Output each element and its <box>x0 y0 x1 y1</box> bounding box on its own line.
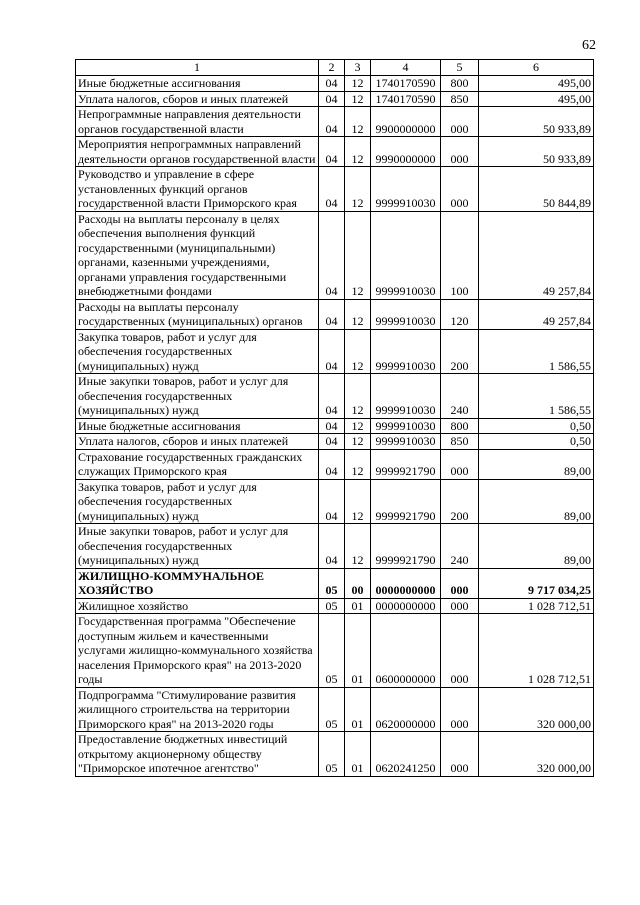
row-section: 04 <box>319 418 345 434</box>
column-header: 5 <box>441 60 479 76</box>
row-amount: 1 028 712,51 <box>479 598 594 614</box>
row-name: Мероприятия непрограммных направлений деятельности органов государственной власти <box>76 137 319 167</box>
row-expense-type: 000 <box>441 568 479 598</box>
table-row <box>76 614 594 688</box>
row-section: 04 <box>319 329 345 374</box>
row-amount: 89,00 <box>479 479 594 524</box>
row-section: 04 <box>319 76 345 92</box>
table-row <box>76 524 594 569</box>
table-row <box>76 329 594 374</box>
row-section: 04 <box>319 91 345 107</box>
row-expense-type: 200 <box>441 329 479 374</box>
row-target-code: 9999910030 <box>371 329 441 374</box>
row-subsection: 01 <box>345 598 371 614</box>
row-subsection: 12 <box>345 107 371 137</box>
row-name: Непрограммные направления деятельности органов государственной власти <box>76 107 319 137</box>
row-expense-type: 100 <box>441 211 479 299</box>
row-section: 05 <box>319 732 345 777</box>
row-subsection: 12 <box>345 299 371 329</box>
budget-table <box>75 59 594 777</box>
row-subsection: 12 <box>345 329 371 374</box>
table-row <box>76 418 594 434</box>
row-name: Уплата налогов, сборов и иных платежей <box>76 434 319 450</box>
table-row <box>76 299 594 329</box>
row-subsection: 12 <box>345 449 371 479</box>
row-expense-type: 000 <box>441 614 479 688</box>
column-number-row <box>76 60 594 76</box>
table-row <box>76 732 594 777</box>
row-section: 04 <box>319 299 345 329</box>
row-subsection: 12 <box>345 479 371 524</box>
row-section: 04 <box>319 374 345 419</box>
row-subsection: 01 <box>345 614 371 688</box>
row-target-code: 9999910030 <box>371 374 441 419</box>
row-amount: 1 028 712,51 <box>479 614 594 688</box>
row-expense-type: 000 <box>441 732 479 777</box>
row-name: ЖИЛИЩНО-КОММУНАЛЬНОЕ ХОЗЯЙСТВО <box>76 568 319 598</box>
row-target-code: 9999921790 <box>371 524 441 569</box>
row-target-code: 9900000000 <box>371 107 441 137</box>
row-amount: 50 933,89 <box>479 107 594 137</box>
row-section: 04 <box>319 434 345 450</box>
row-amount: 1 586,55 <box>479 329 594 374</box>
row-section: 04 <box>319 211 345 299</box>
row-name: Закупка товаров, работ и услуг для обеспечения государственных (муниципальных) нужд <box>76 329 319 374</box>
row-target-code: 9999910030 <box>371 418 441 434</box>
row-subsection: 12 <box>345 76 371 92</box>
row-target-code: 0000000000 <box>371 568 441 598</box>
row-name: Расходы на выплаты персоналу государственных (муниципальных) органов <box>76 299 319 329</box>
row-amount: 495,00 <box>479 76 594 92</box>
row-name: Уплата налогов, сборов и иных платежей <box>76 91 319 107</box>
row-name: Страхование государственных гражданских служащих Приморского края <box>76 449 319 479</box>
row-subsection: 12 <box>345 137 371 167</box>
row-name: Руководство и управление в сфере установленных функций органов государственной власти Приморского края <box>76 167 319 212</box>
row-expense-type: 000 <box>441 167 479 212</box>
row-name: Государственная программа "Обеспечение доступным жильем и качественными услугами жилищно-коммунального хозяйства населения Приморского края" на 2013-2020 годы <box>76 614 319 688</box>
row-amount: 49 257,84 <box>479 299 594 329</box>
table-row <box>76 211 594 299</box>
row-subsection: 12 <box>345 434 371 450</box>
row-target-code: 9999910030 <box>371 434 441 450</box>
row-expense-type: 800 <box>441 418 479 434</box>
table-row <box>76 568 594 598</box>
row-expense-type: 240 <box>441 524 479 569</box>
column-header: 3 <box>345 60 371 76</box>
row-amount: 50 933,89 <box>479 137 594 167</box>
page-number: 62 <box>582 38 596 53</box>
row-subsection: 12 <box>345 211 371 299</box>
row-section: 04 <box>319 107 345 137</box>
row-amount: 320 000,00 <box>479 687 594 732</box>
row-expense-type: 000 <box>441 137 479 167</box>
row-amount: 1 586,55 <box>479 374 594 419</box>
row-target-code: 0620000000 <box>371 687 441 732</box>
table-row <box>76 374 594 419</box>
table-row <box>76 137 594 167</box>
row-section: 05 <box>319 614 345 688</box>
row-expense-type: 850 <box>441 91 479 107</box>
row-amount: 0,50 <box>479 418 594 434</box>
row-target-code: 9990000000 <box>371 137 441 167</box>
row-section: 04 <box>319 479 345 524</box>
row-amount: 89,00 <box>479 449 594 479</box>
table-row <box>76 91 594 107</box>
row-target-code: 1740170590 <box>371 91 441 107</box>
row-section: 04 <box>319 137 345 167</box>
row-target-code: 0000000000 <box>371 598 441 614</box>
table-row <box>76 687 594 732</box>
row-subsection: 12 <box>345 167 371 212</box>
row-subsection: 12 <box>345 418 371 434</box>
table-row <box>76 76 594 92</box>
row-expense-type: 000 <box>441 449 479 479</box>
row-amount: 495,00 <box>479 91 594 107</box>
row-target-code: 9999910030 <box>371 299 441 329</box>
row-section: 05 <box>319 598 345 614</box>
row-subsection: 00 <box>345 568 371 598</box>
row-name: Предоставление бюджетных инвестиций открытому акционерному обществу "Приморское ипотечное агентство" <box>76 732 319 777</box>
row-amount: 49 257,84 <box>479 211 594 299</box>
row-name: Иные бюджетные ассигнования <box>76 418 319 434</box>
row-amount: 9 717 034,25 <box>479 568 594 598</box>
row-expense-type: 000 <box>441 107 479 137</box>
row-amount: 0,50 <box>479 434 594 450</box>
row-subsection: 01 <box>345 687 371 732</box>
row-name: Иные закупки товаров, работ и услуг для обеспечения государственных (муниципальных) нужд <box>76 374 319 419</box>
row-expense-type: 120 <box>441 299 479 329</box>
row-amount: 50 844,89 <box>479 167 594 212</box>
row-expense-type: 000 <box>441 687 479 732</box>
table-row <box>76 434 594 450</box>
row-expense-type: 000 <box>441 598 479 614</box>
row-expense-type: 850 <box>441 434 479 450</box>
table-row <box>76 107 594 137</box>
row-expense-type: 800 <box>441 76 479 92</box>
column-header: 6 <box>479 60 594 76</box>
row-target-code: 0620241250 <box>371 732 441 777</box>
row-target-code: 9999910030 <box>371 167 441 212</box>
row-subsection: 12 <box>345 374 371 419</box>
row-section: 05 <box>319 568 345 598</box>
row-name: Расходы на выплаты персоналу в целях обеспечения выполнения функций государственными (муниципальными) органами, казенными учреждениями, органами управления государственными внебюджетными фондами <box>76 211 319 299</box>
row-target-code: 1740170590 <box>371 76 441 92</box>
row-name: Иные бюджетные ассигнования <box>76 76 319 92</box>
row-name: Подпрограмма "Стимулирование развития жилищного строительства на территории Приморского края" на 2013-2020 годы <box>76 687 319 732</box>
row-section: 05 <box>319 687 345 732</box>
row-target-code: 9999910030 <box>371 211 441 299</box>
row-expense-type: 200 <box>441 479 479 524</box>
row-name: Жилищное хозяйство <box>76 598 319 614</box>
row-name: Иные закупки товаров, работ и услуг для обеспечения государственных (муниципальных) нужд <box>76 524 319 569</box>
table-row <box>76 167 594 212</box>
row-target-code: 9999921790 <box>371 449 441 479</box>
table-row <box>76 449 594 479</box>
row-target-code: 9999921790 <box>371 479 441 524</box>
row-section: 04 <box>319 449 345 479</box>
row-subsection: 01 <box>345 732 371 777</box>
column-header: 1 <box>76 60 319 76</box>
row-target-code: 0600000000 <box>371 614 441 688</box>
column-header: 4 <box>371 60 441 76</box>
row-section: 04 <box>319 524 345 569</box>
row-section: 04 <box>319 167 345 212</box>
row-amount: 89,00 <box>479 524 594 569</box>
row-expense-type: 240 <box>441 374 479 419</box>
row-subsection: 12 <box>345 524 371 569</box>
row-subsection: 12 <box>345 91 371 107</box>
table-row <box>76 479 594 524</box>
table-row <box>76 598 594 614</box>
row-amount: 320 000,00 <box>479 732 594 777</box>
row-name: Закупка товаров, работ и услуг для обеспечения государственных (муниципальных) нужд <box>76 479 319 524</box>
column-header: 2 <box>319 60 345 76</box>
